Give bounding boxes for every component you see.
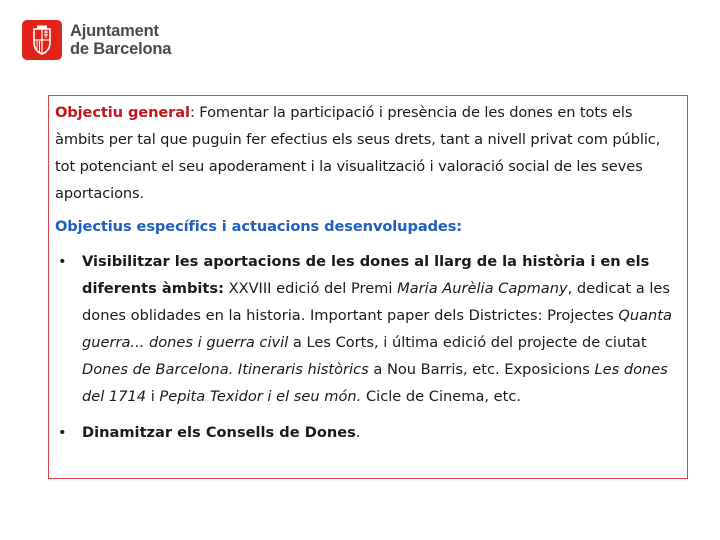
item-italic-text: Quanta guerra... dones i guerra civil — [82, 307, 672, 351]
logo-wordmark — [70, 22, 171, 58]
item-italic-text: Maria Aurèlia Capmany — [397, 280, 568, 297]
item-italic-text: Les dones del 1714 — [82, 361, 668, 405]
item-label: Visibilitzar les aportacions de les dones al llarg de la història i en els diferents àmbits: — [82, 253, 650, 297]
item-label: Dinamitzar els Consells de Dones — [82, 424, 356, 441]
logo-line-1: Ajuntament — [70, 22, 159, 40]
item-text: a Nou Barris, etc. Exposicions — [368, 361, 595, 378]
general-objective-text: Fomentar la participació i presència de les dones en tots els àmbits per tal que puguin fer efectius els seus drets, tant a nivell privat com públic, tot potenciant el seu apoderament i la visualització i valoració social de les seves aportacions. — [55, 104, 661, 202]
item-text: Cicle de Cinema, etc. — [361, 388, 522, 405]
logo-line-2: de Barcelona — [70, 40, 172, 58]
item-text: a Les Corts, i última edició del projecte de ciutat — [288, 334, 647, 351]
specific-objectives-title: Objectius específics i actuacions desenvolupades: — [55, 218, 463, 235]
item-text: i — [146, 388, 160, 405]
list-item — [55, 419, 683, 446]
list-item — [55, 248, 683, 410]
bullet: • — [58, 253, 67, 270]
actions-list — [55, 248, 683, 446]
ajuntament-logo — [22, 20, 171, 60]
item-italic-text: Pepita Texidor i el seu món. — [159, 388, 362, 405]
general-objective-colon: : — [189, 104, 195, 121]
item-text: . — [355, 424, 361, 441]
general-objective-label: Objectiu general — [55, 104, 190, 121]
barcelona-crest-icon — [22, 20, 62, 60]
content-box — [48, 95, 688, 479]
item-italic-text: Dones de Barcelona. Itineraris històrics — [82, 361, 369, 378]
bullet: • — [58, 424, 67, 441]
item-text: , dedicat a les dones oblidades en la historia. Important paper dels Districtes: Projectes — [82, 280, 671, 324]
item-text: XXVIII edició del Premi — [223, 280, 398, 297]
general-objective — [55, 99, 683, 207]
